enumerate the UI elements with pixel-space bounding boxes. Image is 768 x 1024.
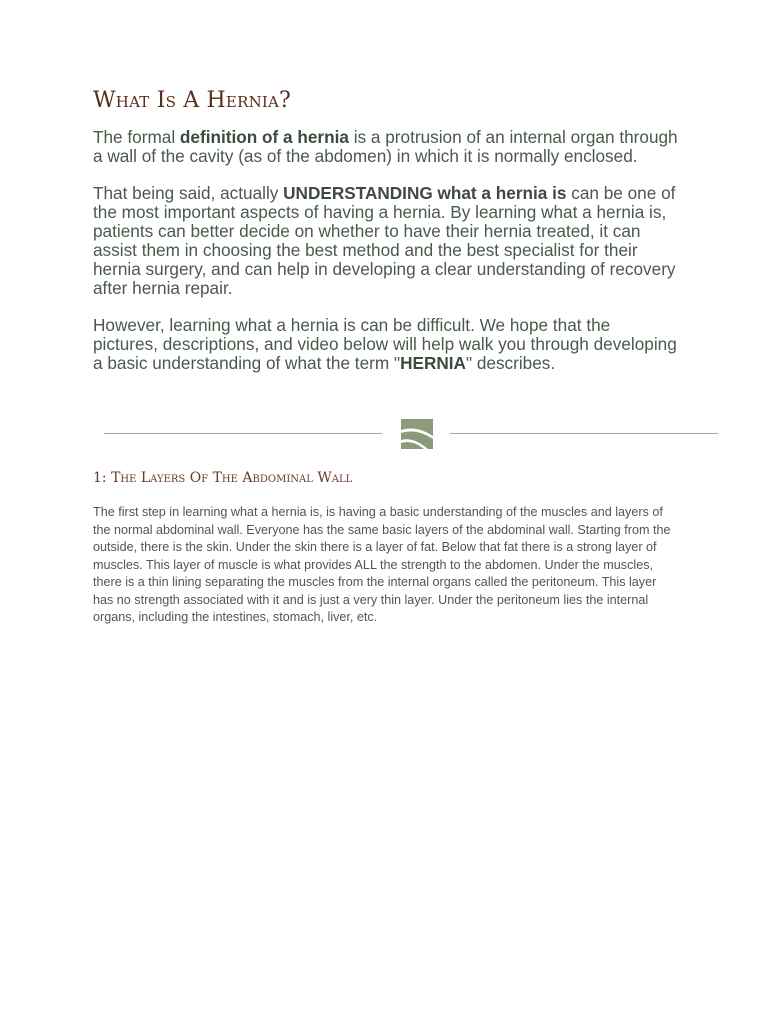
section-body: The first step in learning what a hernia is, is having a basic understanding of the muscles and layers of the normal abdominal wall. Everyone has the same basic layers of the abdominal wall. Starting from the outside, there is the skin. Under the skin there is a layer of fat. Below that fat there is a strong layer of muscles. This layer of muscle is what provides ALL the strength to the abdomen. Under the muscles, there is a thin lining separating the muscles from the internal organs called the peritoneum. This layer has no strength associated with it and is just a very thin layer. Under the peritoneum lies the internal organs, including the intestines, stomach, liver, etc. <box>93 505 671 624</box>
section-abdominal-wall <box>93 468 673 627</box>
definition-text-end: is a protrusion of an internal organ through a wall of the cavity (as of the abdomen) in which it is normally enclosed. <box>93 127 678 166</box>
understanding-paragraph <box>93 184 678 298</box>
striped-square-icon <box>401 419 433 449</box>
understanding-text-end: can be one of the most important aspects of having a hernia. By learning what a hernia is, patients can better decide on whether to have their hernia treated, it can assist them in choosing the best method and the best specialist for their hernia surgery, and can help in developing a clear understanding of recovery after hernia repair. <box>93 183 676 298</box>
difficulty-paragraph <box>93 316 678 373</box>
intro-block <box>93 86 678 373</box>
section-divider <box>104 419 718 449</box>
understanding-text-start: That being said, actually <box>93 183 284 203</box>
definition-text-start: The formal <box>93 127 180 147</box>
divider-rule-right <box>450 433 718 434</box>
definition-emphasis: definition of a hernia <box>179 127 349 147</box>
difficulty-text-start: However, learning what a hernia is can be difficult. We hope that the pictures, descriptions, and video below will help walk you through developing a basic understanding of what the term " <box>93 315 677 373</box>
difficulty-text-end: " describes. <box>465 353 556 373</box>
definition-paragraph <box>93 128 678 166</box>
understanding-emphasis: UNDERSTANDING what a hernia is <box>283 183 567 203</box>
hernia-emphasis: HERNIA <box>400 353 466 373</box>
page-title: What Is A Hernia? <box>93 88 292 113</box>
divider-rule-left <box>104 433 382 434</box>
section-heading: 1: The Layers Of The Abdominal Wall <box>93 470 353 486</box>
